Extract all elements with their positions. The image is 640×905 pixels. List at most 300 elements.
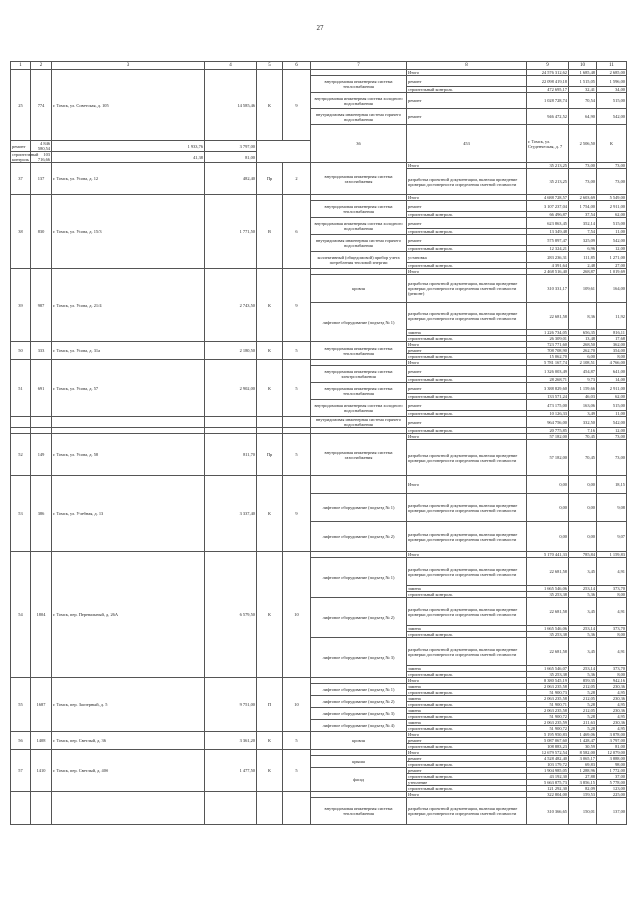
table-cell: 5: [283, 434, 311, 476]
table-cell: 8,00: [597, 632, 627, 638]
table-cell: строительный контроль: [407, 786, 527, 792]
table-cell: 3 065,17: [569, 756, 597, 762]
table-cell: 212,05: [569, 708, 597, 714]
table-cell: 253,14: [569, 666, 597, 672]
table-cell: г. Томск, пер. Перевальный, д. 26А: [52, 552, 205, 678]
table-cell: [52, 417, 205, 428]
table-cell: 73,00: [597, 440, 627, 476]
table-cell: внутридомовая инженерная система теплоснабжения: [311, 76, 407, 93]
table-cell: К: [257, 750, 283, 792]
table-cell: 8 380 545,19: [527, 678, 569, 684]
table-cell: внутридомовая инженерная система горячего водоснабжения: [311, 109, 407, 125]
table-cell: замена: [407, 696, 527, 702]
table-cell: Итого: [407, 70, 527, 76]
table-cell: 11,92: [597, 303, 627, 330]
column-header: 4: [205, 62, 257, 70]
table-cell: 230,36: [597, 696, 627, 702]
table-cell: 52: [11, 434, 31, 476]
table-cell: 1 771,50: [205, 195, 257, 269]
table-cell: [11, 792, 31, 825]
table-cell: 22 098 419,18: [527, 76, 569, 87]
table-row: [11, 417, 627, 428]
table-cell: 137: [31, 163, 52, 195]
column-header: 9: [527, 62, 569, 70]
table-cell: [283, 417, 311, 428]
table-cell: 159,53: [569, 792, 597, 798]
table-cell: 38: [11, 195, 31, 269]
table-cell: 723 771,60: [527, 342, 569, 348]
table-cell: Итого: [407, 269, 527, 275]
table-cell: 54: [11, 552, 31, 678]
table-cell: 322 804,00: [527, 792, 569, 798]
table-cell: 362,00: [597, 342, 627, 348]
table-cell: 53: [11, 476, 31, 552]
table-cell: 230,36: [597, 720, 627, 726]
table-cell: 35 253,38: [527, 592, 569, 598]
table-cell: Итого: [407, 678, 527, 684]
table-cell: г. Томск, ул. Усова, д. 12: [52, 163, 205, 195]
table-cell: 472 695,17: [527, 87, 569, 93]
table-cell: 4 688 728,57: [527, 195, 569, 201]
table-cell: 3 888,00: [597, 756, 627, 762]
table-cell: 17,68: [597, 336, 627, 342]
table-cell: ремонт: [407, 218, 527, 229]
table-cell: 4 766,00: [597, 360, 627, 366]
table-cell: 36: [311, 125, 407, 163]
table-cell: 5,36: [569, 672, 597, 678]
table-cell: 103 716,66: [31, 152, 52, 163]
table-cell: 310 366,65: [527, 798, 569, 825]
table-cell: ремонт: [407, 201, 527, 212]
table-cell: г. Томск, ул. Учебная, д. 13: [52, 476, 205, 552]
table-cell: 163,06: [569, 400, 597, 411]
table-cell: ремонт: [407, 417, 527, 428]
table-cell: 1687: [31, 678, 52, 732]
table-cell: 1 665 546,06: [527, 626, 569, 632]
table-cell: 108 883,23: [527, 744, 569, 750]
table-cell: 25: [11, 70, 31, 141]
table-cell: 230,36: [597, 684, 627, 690]
table-cell: 81,00: [205, 152, 257, 163]
table-cell: 5 778,00: [597, 780, 627, 786]
table-cell: строительный контроль: [407, 762, 527, 768]
table-cell: 283 236,31: [527, 252, 569, 263]
table-cell: крыша: [311, 756, 407, 768]
table-cell: 81,00: [597, 744, 627, 750]
table-cell: замена: [407, 708, 527, 714]
table-cell: строительный контроль: [407, 336, 527, 342]
table-cell: 70,54: [569, 93, 597, 109]
table-cell: 2 468 516,40: [527, 269, 569, 275]
table-cell: 4,91: [597, 558, 627, 586]
table-cell: Итого: [407, 552, 527, 558]
table-row: [11, 476, 627, 494]
table-cell: 15 062,70: [527, 354, 569, 360]
table-cell: 454,87: [569, 366, 597, 377]
table-cell: 515,00: [597, 218, 627, 229]
table-cell: 816,11: [597, 330, 627, 336]
table-cell: 62,00: [597, 212, 627, 218]
table-cell: 7,54: [569, 229, 597, 235]
table-cell: ремонт: [407, 756, 527, 762]
table-cell: 830: [31, 195, 52, 269]
table-cell: внутридомовая инженерная система горячего водоснабжения: [311, 417, 407, 428]
table-cell: 3 797,00: [205, 141, 257, 152]
table-cell: 27,00: [597, 263, 627, 269]
table-cell: 2,48: [569, 263, 597, 269]
column-header: 1: [11, 62, 31, 70]
table-cell: 3,49: [569, 411, 597, 417]
table-cell: внутридомовая инженерная система теплоснабжения: [311, 798, 407, 825]
table-cell: строительный контроль: [407, 714, 527, 720]
table-cell: 149: [31, 434, 52, 476]
table-cell: разработка проектной документации, включая проведение проверки достоверности определения сметной стоимости: [407, 169, 527, 195]
table-cell: 9: [283, 70, 311, 141]
table-cell: строительный контроль: [12, 152, 39, 162]
table-cell: замена: [407, 666, 527, 672]
table-cell: 3,45: [569, 638, 597, 666]
table-cell: 325,09: [569, 235, 597, 246]
table-cell: 1 515,05: [569, 76, 597, 87]
table-cell: 4 528 482,40: [527, 756, 569, 762]
table-cell: [257, 417, 283, 428]
table-cell: 7,16: [569, 428, 597, 434]
table-cell: ремонт: [407, 235, 527, 246]
table-cell: 6: [283, 195, 311, 269]
table-cell: [31, 792, 52, 825]
table-cell: 9,73: [569, 377, 597, 383]
table-cell: фасад: [311, 768, 407, 792]
table-cell: 1 019,69: [597, 269, 627, 275]
table-cell: 6,96: [569, 246, 597, 252]
table-cell: кровля: [311, 732, 407, 750]
table-cell: К: [257, 70, 283, 141]
table-cell: 73,00: [597, 434, 627, 440]
table-cell: 30,59: [569, 744, 597, 750]
table-cell: 2 506,50: [569, 125, 597, 163]
table-cell: Итого: [407, 792, 527, 798]
table-cell: г. Томск, ул. Усова, д. 21/4: [52, 269, 205, 342]
table-cell: 5,28: [569, 702, 597, 708]
table-cell: внутридомовая инженерная система газоснабжения: [311, 434, 407, 476]
table-cell: 3,45: [569, 598, 597, 626]
table-cell: Итого: [407, 342, 527, 348]
table-cell: замена: [407, 684, 527, 690]
table-cell: 22 681,58: [527, 638, 569, 666]
table-cell: 2 063 235,58: [527, 708, 569, 714]
table-cell: 62,00: [597, 394, 627, 400]
table-cell: 253,14: [569, 586, 597, 592]
table-cell: замена: [407, 586, 527, 592]
table-cell: строительный контроль: [407, 592, 527, 598]
table-cell: Итого: [407, 195, 527, 201]
table-cell: ремонт: [11, 141, 31, 152]
table-cell: 9,07: [597, 522, 627, 552]
table-cell: 4 846 580,54: [31, 141, 52, 152]
table-cell: г. Томск, ул. Усова, д. 57: [52, 360, 205, 417]
table-cell: 623 863,45: [527, 218, 569, 229]
table-cell: 373,70: [597, 666, 627, 672]
table-cell: 785,84: [569, 552, 597, 558]
table-cell: К: [257, 476, 283, 552]
table-cell: 3 388 829,60: [527, 383, 569, 394]
table-cell: 50: [11, 342, 31, 360]
table-cell: 9: [283, 476, 311, 552]
table-cell: 4 391,64: [527, 263, 569, 269]
table-cell: 64,90: [569, 109, 597, 125]
table-cell: 0,00: [569, 494, 597, 522]
table-cell: 1 665 546,06: [527, 586, 569, 592]
table-cell: 5 170 441,33: [527, 552, 569, 558]
table-cell: 5: [283, 342, 311, 360]
table-cell: ремонт: [407, 366, 527, 377]
table-cell: 253,14: [569, 626, 597, 632]
table-cell: ремонт: [407, 738, 527, 744]
table-cell: 1 933,76: [52, 141, 205, 152]
table-cell: коллективный (общедомовой) прибор учета потребления тепловой энергии: [311, 252, 407, 269]
table-cell: разработка проектной документации, включая проведение проверки достоверности определения сметной стоимости: [407, 522, 527, 552]
table-cell: 354,00: [597, 348, 627, 354]
table-cell: 51 900,73: [527, 690, 569, 696]
table-cell: 69,83: [569, 762, 597, 768]
register-table: [10, 61, 627, 825]
table-cell: разработка проектной документации, включая проведение проверки достоверности определения сметной стоимости: [407, 440, 527, 476]
table-cell: 1 288,96: [569, 768, 597, 774]
table-cell: 34,00: [597, 87, 627, 93]
table-cell: 1 772,00: [597, 768, 627, 774]
table-cell: 28 268,71: [527, 377, 569, 383]
table-cell: ремонт: [407, 109, 527, 125]
table-cell: 8 582,00: [569, 750, 597, 756]
table-cell: замена: [407, 626, 527, 632]
table-cell: разработка проектной документации, включая проведение проверки достоверности определения сметной стоимости: [407, 598, 527, 626]
table-cell: 133 571,24: [527, 394, 569, 400]
table-cell: разработка проектной документации, включая проведение проверки достоверности определения сметной стоимости: [407, 638, 527, 666]
table-cell: 4,95: [597, 726, 627, 732]
table-cell: 5 195 950,83: [527, 732, 569, 738]
table-cell: 57 182,00: [527, 434, 569, 440]
table-cell: [31, 417, 52, 428]
table-cell: 51 900,72: [527, 726, 569, 732]
table-cell: г. Томск, пер. Светлый, д. 36: [52, 732, 205, 750]
table-cell: 5 549,00: [597, 195, 627, 201]
table-cell: 41,38: [52, 152, 205, 163]
table-cell: К: [257, 732, 283, 750]
table-cell: 373,70: [597, 586, 627, 592]
table-cell: [52, 792, 205, 825]
table-cell: 22 681,58: [527, 558, 569, 586]
table-cell: 35 213,25: [527, 169, 569, 195]
column-header: 5: [257, 62, 283, 70]
table-cell: [205, 792, 257, 825]
table-cell: 43 192,30: [527, 774, 569, 780]
table-cell: 66 496,87: [527, 212, 569, 218]
table-cell: 211,63: [569, 720, 597, 726]
table-cell: [205, 417, 257, 428]
column-header: 8: [407, 62, 527, 70]
table-cell: 4,95: [597, 714, 627, 720]
table-cell: 482,40: [205, 163, 257, 195]
table-cell: 12 079,00: [597, 750, 627, 756]
table-cell: Пр: [257, 434, 283, 476]
table-cell: 5 781 167,74: [527, 360, 569, 366]
table-cell: 12 324,21: [527, 246, 569, 252]
table-cell: 1 271,00: [597, 252, 627, 263]
table-cell: 10 126,33: [527, 411, 569, 417]
table-cell: К: [257, 360, 283, 417]
table-cell: 56: [11, 732, 31, 750]
table-cell: ремонт: [407, 348, 527, 354]
table-cell: 8,36: [569, 303, 597, 330]
table-cell: 2 911,00: [597, 383, 627, 394]
table-cell: 3 107 237,04: [527, 201, 569, 212]
table-cell: внутридомовая инженерная система газоснабжения: [311, 163, 407, 195]
table-cell: 1 477,50: [205, 750, 257, 792]
table-cell: строительный контроль: [407, 672, 527, 678]
table-cell: внутридомовая инженерная система электроснабжения: [311, 366, 407, 383]
table-cell: 6 579,50: [205, 552, 257, 678]
table-cell: лифтовое оборудование (подъезд № 1): [311, 684, 407, 696]
table-cell: 37,54: [569, 212, 597, 218]
table-cell: 1 028 728,74: [527, 93, 569, 109]
table-cell: лифтовое оборудование (подъезд № 3): [311, 638, 407, 678]
table-cell: утепление: [407, 780, 527, 786]
table-cell: 18,15: [597, 476, 627, 494]
table-cell: 5,28: [569, 714, 597, 720]
table-cell: К: [257, 552, 283, 678]
table-cell: 5,36: [569, 592, 597, 598]
table-cell: 542,00: [597, 109, 627, 125]
table-cell: 39: [11, 269, 31, 342]
table-cell: замена: [407, 330, 527, 336]
table-cell: 20 775,85: [527, 428, 569, 434]
table-cell: ремонт: [407, 400, 527, 411]
table-cell: строительный контроль: [407, 87, 527, 93]
table-cell: 13 349,48: [527, 229, 569, 235]
table-cell: [257, 792, 283, 825]
table-cell: 123,00: [597, 786, 627, 792]
table-cell: 109,61: [569, 275, 597, 303]
table-cell: К: [597, 125, 627, 163]
table-cell: г. Томск, ул. Усова, д. 15/3: [52, 195, 205, 269]
table-cell: г. Томск, ул. Студенческая, д. 7: [527, 125, 569, 163]
table-cell: 46,03: [569, 394, 597, 400]
table-cell: 0,00: [527, 522, 569, 552]
table-cell: внутридомовая инженерная система холодного водоснабжения: [311, 93, 407, 109]
table-cell: строительный контроль: [407, 411, 527, 417]
table-cell: 2 063 235,58: [527, 684, 569, 690]
table-cell: строительный контроль: [407, 394, 527, 400]
table-cell: 2 743,50: [205, 269, 257, 342]
table-cell: г. Томск, ул. Советская, д. 105: [52, 70, 205, 141]
table-cell: лифтовое оборудование (подъезд № 2): [311, 522, 407, 552]
table-cell: внутридомовая инженерная система теплоснабжения: [311, 201, 407, 218]
table-cell: 212,05: [569, 696, 597, 702]
table-cell: установка: [407, 252, 527, 263]
table-cell: 942,16: [597, 678, 627, 684]
table-cell: 691: [31, 360, 52, 417]
table-cell: строительный контроль: [407, 690, 527, 696]
table-cell: лифтовое оборудование (подъезд № 1): [311, 558, 407, 598]
table-cell: 22 681,58: [527, 303, 569, 330]
table-cell: Пр: [257, 163, 283, 195]
table-cell: 1 159,83: [597, 552, 627, 558]
table-cell: 332,50: [569, 417, 597, 428]
table-cell: 386: [31, 476, 52, 552]
table-cell: 515,00: [597, 400, 627, 411]
table-cell: 70,45: [569, 434, 597, 440]
table-cell: строительный контроль: [407, 229, 527, 235]
table-cell: ремонт: [407, 76, 527, 87]
table-cell: 268,50: [569, 342, 597, 348]
table-cell: 268,87: [569, 269, 597, 275]
table-cell: 57 182,00: [527, 440, 569, 476]
table-cell: строительный контроль: [407, 263, 527, 269]
table-cell: 5 087 067,60: [527, 738, 569, 744]
table-cell: внутридомовая инженерная система теплоснабжения: [311, 383, 407, 400]
table-cell: 103 179,72: [527, 762, 569, 768]
table-cell: строительный контроль: [407, 632, 527, 638]
table-cell: 859,35: [569, 678, 597, 684]
table-cell: 774: [31, 70, 52, 141]
table-cell: 22 681,58: [527, 598, 569, 626]
table-cell: 8,00: [597, 672, 627, 678]
table-cell: строительный контроль: [407, 354, 527, 360]
table-cell: 811,70: [205, 434, 257, 476]
table-cell: 1 159,66: [569, 383, 597, 394]
table-cell: лифтовое оборудование (подъезд № 2): [311, 696, 407, 708]
table-cell: строительный контроль: [407, 212, 527, 218]
table-cell: 11,00: [597, 229, 627, 235]
table-cell: строительный контроль: [407, 744, 527, 750]
table-cell: лифтовое оборудование (подъезд № 3): [311, 708, 407, 720]
header-row: [11, 62, 627, 70]
table-cell: 2 911,00: [597, 201, 627, 212]
table-cell: 230,36: [597, 708, 627, 714]
table-cell: лифтовое оборудование (подъезд № 2): [311, 598, 407, 638]
table-cell: строительный контроль: [407, 428, 527, 434]
table-cell: 2 603,69: [569, 195, 597, 201]
table-cell: 5 663 875,73: [527, 780, 569, 786]
table-cell: 3 797,00: [597, 738, 627, 744]
table-cell: г. Томск, пер. Светлый, д. 40б: [52, 750, 205, 792]
table-cell: 3 361,20: [205, 732, 257, 750]
table-cell: 575 897,47: [527, 235, 569, 246]
table-cell: 1 428,47: [569, 738, 597, 744]
table-cell: 2 902,00: [205, 360, 257, 417]
table-cell: 57: [11, 750, 31, 792]
table-cell: 111,85: [569, 252, 597, 263]
table-cell: 1410: [31, 750, 52, 792]
table-cell: Итого: [407, 732, 527, 738]
table-cell: 73,00: [569, 169, 597, 195]
table-cell: 515,00: [597, 93, 627, 109]
table-cell: 4,95: [597, 702, 627, 708]
table-cell: г. Томск, пер. Заозерный, д. 5: [52, 678, 205, 732]
table-cell: 35 253,38: [527, 672, 569, 678]
table-cell: 14,00: [597, 377, 627, 383]
table-cell: 164,00: [597, 275, 627, 303]
table-cell: 51: [11, 360, 31, 417]
table-cell: г. Томск, ул. Усова, д. 58: [52, 434, 205, 476]
table-cell: разработка проектной документации, включая проведение проверки достоверности определения сметной стоимости: [407, 558, 527, 586]
table-cell: В: [257, 195, 283, 269]
table-cell: 55: [11, 678, 31, 732]
table-cell: 9,08: [597, 494, 627, 522]
table-cell: строительный контроль: [407, 377, 527, 383]
table-cell: строительный контроль: [407, 246, 527, 252]
table-cell: 3 878,00: [597, 732, 627, 738]
